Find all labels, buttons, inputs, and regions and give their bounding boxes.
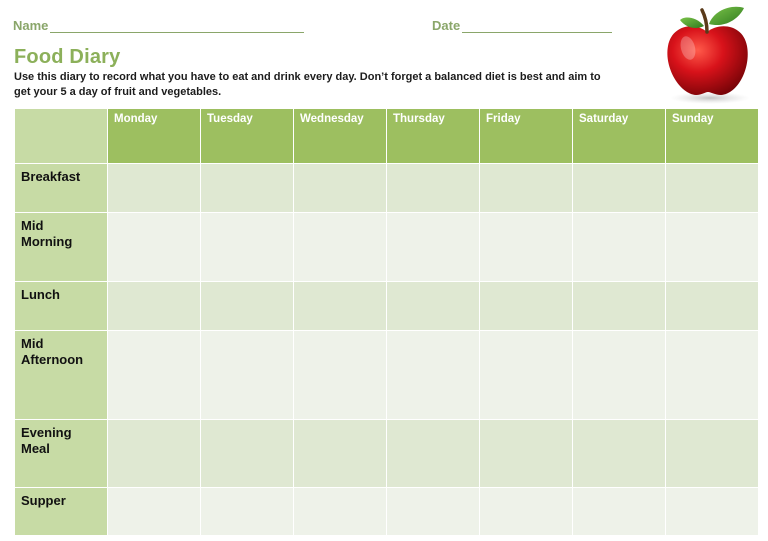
entry-cell[interactable]: [666, 164, 759, 213]
page-title: Food Diary: [14, 46, 121, 68]
name-label: Name: [13, 18, 49, 33]
meal-label: Mid Morning: [15, 213, 108, 282]
meal-row-mid-afternoon: [15, 331, 759, 420]
meal-row-breakfast: [15, 164, 759, 213]
entry-cell[interactable]: [108, 420, 201, 488]
entry-cell[interactable]: [387, 164, 480, 213]
food-diary-table: [14, 108, 759, 536]
apple-icon: [658, 2, 758, 106]
entry-cell[interactable]: [480, 164, 573, 213]
entry-cell[interactable]: [201, 488, 294, 536]
entry-cell[interactable]: [387, 213, 480, 282]
entry-cell[interactable]: [666, 213, 759, 282]
entry-cell[interactable]: [294, 488, 387, 536]
date-field[interactable]: [432, 18, 612, 33]
entry-cell[interactable]: [108, 331, 201, 420]
entry-cell[interactable]: [666, 420, 759, 488]
entry-cell[interactable]: [480, 420, 573, 488]
entry-cell[interactable]: [387, 282, 480, 331]
entry-cell[interactable]: [573, 488, 666, 536]
entry-cell[interactable]: [294, 331, 387, 420]
meal-row-evening-meal: [15, 420, 759, 488]
meal-label: Lunch: [15, 282, 108, 331]
entry-cell[interactable]: [573, 331, 666, 420]
day-header-sunday: Sunday: [666, 109, 759, 164]
day-header-tuesday: Tuesday: [201, 109, 294, 164]
date-line[interactable]: [462, 19, 612, 33]
entry-cell[interactable]: [294, 213, 387, 282]
meal-label: Mid Afternoon: [15, 331, 108, 420]
instructions-text: Use this diary to record what you have to eat and drink every day. Don’t forget a balanced diet is best and aim to get your 5 a day of fruit and vegetables.: [14, 71, 601, 98]
entry-cell[interactable]: [573, 213, 666, 282]
name-field[interactable]: [13, 18, 304, 33]
table-header-row: [15, 109, 759, 164]
entry-cell[interactable]: [666, 282, 759, 331]
entry-cell[interactable]: [387, 488, 480, 536]
entry-cell[interactable]: [294, 282, 387, 331]
meal-label: Supper: [15, 488, 108, 536]
day-header-saturday: Saturday: [573, 109, 666, 164]
entry-cell[interactable]: [201, 213, 294, 282]
entry-cell[interactable]: [201, 420, 294, 488]
meal-label: Breakfast: [15, 164, 108, 213]
entry-cell[interactable]: [201, 282, 294, 331]
entry-cell[interactable]: [387, 420, 480, 488]
entry-cell[interactable]: [573, 420, 666, 488]
meal-row-supper: [15, 488, 759, 536]
entry-cell[interactable]: [480, 213, 573, 282]
entry-cell[interactable]: [294, 420, 387, 488]
entry-cell[interactable]: [480, 331, 573, 420]
entry-cell[interactable]: [480, 488, 573, 536]
entry-cell[interactable]: [666, 331, 759, 420]
entry-cell[interactable]: [573, 282, 666, 331]
entry-cell[interactable]: [480, 282, 573, 331]
day-header-thursday: Thursday: [387, 109, 480, 164]
entry-cell[interactable]: [108, 282, 201, 331]
entry-cell[interactable]: [201, 164, 294, 213]
corner-cell: [15, 109, 108, 164]
meal-row-lunch: [15, 282, 759, 331]
meal-label: Evening Meal: [15, 420, 108, 488]
entry-cell[interactable]: [201, 331, 294, 420]
entry-cell[interactable]: [108, 488, 201, 536]
name-line[interactable]: [50, 19, 304, 33]
day-header-friday: Friday: [480, 109, 573, 164]
day-header-monday: Monday: [108, 109, 201, 164]
meal-row-mid-morning: [15, 213, 759, 282]
entry-cell[interactable]: [108, 213, 201, 282]
entry-cell[interactable]: [294, 164, 387, 213]
date-label: Date: [432, 18, 461, 33]
entry-cell[interactable]: [387, 331, 480, 420]
entry-cell[interactable]: [666, 488, 759, 536]
entry-cell[interactable]: [108, 164, 201, 213]
entry-cell[interactable]: [573, 164, 666, 213]
day-header-wednesday: Wednesday: [294, 109, 387, 164]
